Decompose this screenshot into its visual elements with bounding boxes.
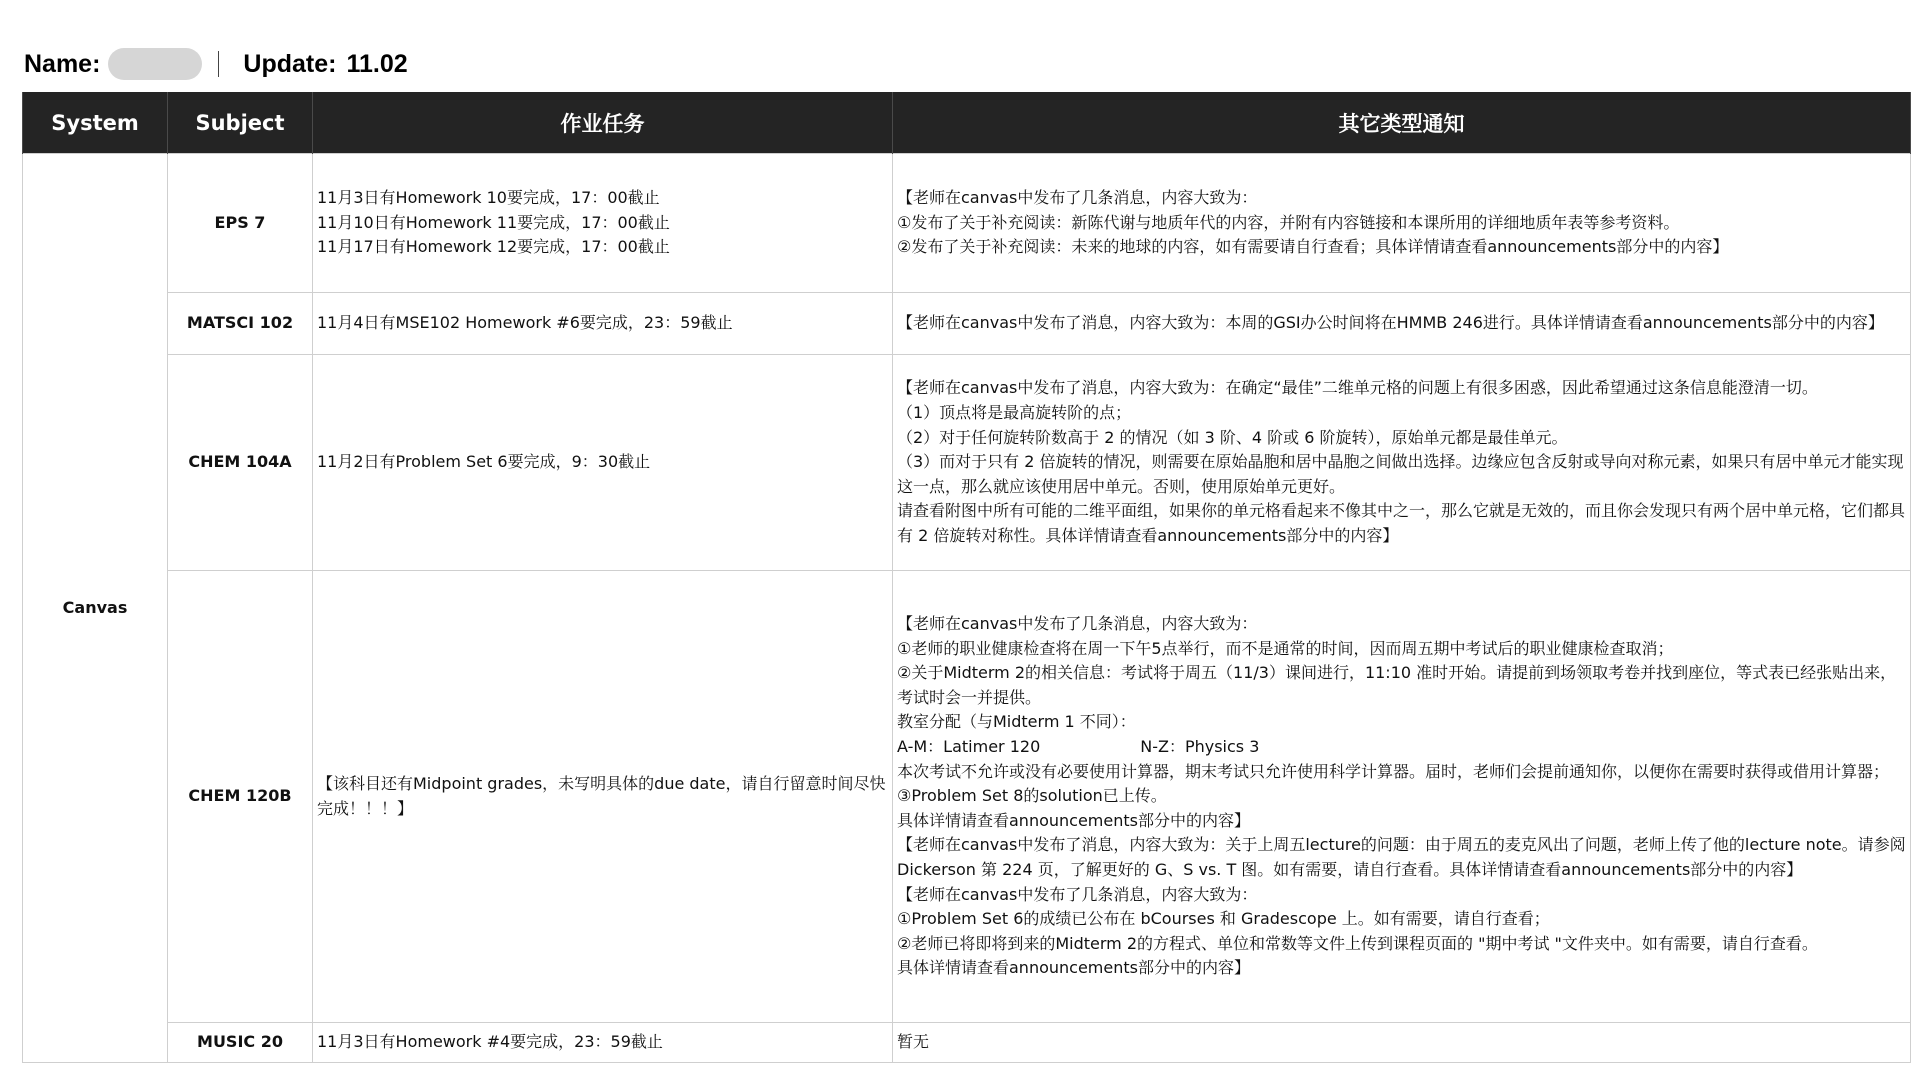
task-line: 11月10日有Homework 11要完成，17：00截止 bbox=[317, 212, 670, 232]
table-row-music20 bbox=[23, 1023, 1911, 1063]
header-bar bbox=[24, 46, 408, 82]
header-divider bbox=[218, 51, 219, 77]
notice-cell bbox=[893, 293, 1911, 355]
task-line: 11月17日有Homework 12要完成，17：00截止 bbox=[317, 237, 670, 257]
notice-line: 本次考试不允许或没有必要使用计算器，期末考试只允许使用科学计算器。届时，老师们会提前通知你，以便你在需要时获得或借用计算器； bbox=[897, 761, 1890, 781]
task-line: 11月4日有MSE102 Homework #6要完成，23：59截止 bbox=[317, 313, 733, 333]
name-label: Name: bbox=[24, 49, 101, 78]
notice-cell bbox=[893, 154, 1911, 293]
notice-line: 具体详情请查看announcements部分中的内容】 bbox=[897, 958, 1250, 978]
classroom-nz: N-Z：Physics 3 bbox=[1140, 737, 1260, 757]
classroom-assignment-line bbox=[897, 735, 1906, 760]
notice-cell bbox=[893, 571, 1911, 1023]
notice-line: 【老师在canvas中发布了消息，内容大致为：在确定“最佳”二维单元格的问题上有很多困惑，因此希望通过这条信息能澄清一切。 bbox=[897, 378, 1818, 398]
subject-cell: MATSCI 102 bbox=[168, 293, 313, 355]
update-value: 11.02 bbox=[346, 49, 408, 78]
notice-line: ①发布了关于补充阅读：新陈代谢与地质年代的内容，并附有内容链接和本课所用的详细地质年表等参考资料。 bbox=[897, 212, 1680, 232]
subject-cell: EPS 7 bbox=[168, 154, 313, 293]
task-cell bbox=[313, 571, 893, 1023]
column-header-system: System bbox=[23, 92, 168, 154]
notice-cell bbox=[893, 355, 1911, 571]
notice-line: 具体详情请查看announcements部分中的内容】 bbox=[897, 810, 1250, 830]
column-header-subject: Subject bbox=[168, 92, 313, 154]
notice-line: ②关于Midterm 2的相关信息：考试将于周五（11/3）课间进行，11:10 准时开始。请提前到场领取考卷并找到座位，等式表已经张贴出来，考试时会一并提供。 bbox=[897, 663, 1897, 707]
table-row-chem120b bbox=[23, 571, 1911, 1023]
name-redacted-field bbox=[108, 48, 202, 80]
table-row-matsci102 bbox=[23, 293, 1911, 355]
update-label: Update: bbox=[243, 49, 337, 78]
notice-line: 【老师在canvas中发布了几条消息，内容大致为： bbox=[897, 188, 1258, 208]
notice-line: ②发布了关于补充阅读：未来的地球的内容，如有需要请自行查看；具体详情请查看announcements部分中的内容】 bbox=[897, 237, 1729, 257]
subject-cell: MUSIC 20 bbox=[168, 1023, 313, 1063]
notice-line: 教室分配（与Midterm 1 不同）： bbox=[897, 712, 1136, 732]
subject-cell: CHEM 104A bbox=[168, 355, 313, 571]
notice-cell bbox=[893, 1023, 1911, 1063]
notice-line: 【老师在canvas中发布了消息，内容大致为：关于上周五lecture的问题：由于周五的麦克风出了问题，老师上传了他的lecture note。请参阅 Dickerson 第 224 页，了解更好的 G、S vs. T 图。如有需要，请自行查看。具体详情请查看announcements部分中的内容】 bbox=[897, 835, 1906, 879]
system-cell: Canvas bbox=[23, 154, 168, 1063]
task-line: 11月3日有Homework 10要完成，17：00截止 bbox=[317, 188, 660, 208]
task-line: 11月2日有Problem Set 6要完成，9：30截止 bbox=[317, 452, 651, 472]
notice-line: （3）而对于只有 2 倍旋转的情况，则需要在原始晶胞和居中晶胞之间做出选择。边缘应包含反射或导向对称元素，如果只有居中单元才能实现这一点，那么就应该使用居中单元。否则，使用原始单元更好。 bbox=[897, 452, 1904, 496]
notice-line: （1）顶点将是最高旋转阶的点； bbox=[897, 403, 1132, 423]
notice-line: ①Problem Set 6的成绩已公布在 bCourses 和 Gradescope 上。如有需要，请自行查看； bbox=[897, 909, 1550, 929]
notice-line: （2）对于任何旋转阶数高于 2 的情况（如 3 阶、4 阶或 6 阶旋转），原始单元都是最佳单元。 bbox=[897, 427, 1568, 447]
task-cell bbox=[313, 1023, 893, 1063]
table-header-row bbox=[23, 92, 1911, 154]
notice-line: ③Problem Set 8的solution已上传。 bbox=[897, 786, 1167, 806]
task-line: 11月3日有Homework #4要完成，23：59截止 bbox=[317, 1032, 663, 1052]
task-cell bbox=[313, 154, 893, 293]
classroom-am: A-M：Latimer 120 bbox=[897, 737, 1041, 757]
table-row-chem104a bbox=[23, 355, 1911, 571]
notice-line: 【老师在canvas中发布了几条消息，内容大致为： bbox=[897, 884, 1258, 904]
notice-line: 请查看附图中所有可能的二维平面组，如果你的单元格看起来不像其中之一，那么它就是无效的，而且你会发现只有两个居中单元格，它们都具有 2 倍旋转对称性。具体详情请查看announcements部分中的内容】 bbox=[897, 501, 1906, 545]
task-cell bbox=[313, 355, 893, 571]
notice-line: 暂无 bbox=[897, 1032, 930, 1052]
task-line: 【该科目还有Midpoint grades，未写明具体的due date，请自行留意时间尽快完成！！！】 bbox=[317, 773, 886, 818]
subject-cell: CHEM 120B bbox=[168, 571, 313, 1023]
column-header-notices: 其它类型通知 bbox=[893, 92, 1911, 154]
table-row-eps7 bbox=[23, 154, 1911, 293]
notice-line: 【老师在canvas中发布了消息，内容大致为：本周的GSI办公时间将在HMMB 246进行。具体详情请查看announcements部分中的内容】 bbox=[897, 313, 1884, 333]
notice-line: ①老师的职业健康检查将在周一下午5点举行，而不是通常的时间，因而周五期中考试后的职业健康检查取消； bbox=[897, 638, 1674, 658]
notice-line: ②老师已将即将到来的Midterm 2的方程式、单位和常数等文件上传到课程页面的 "期中考试 "文件夹中。如有需要，请自行查看。 bbox=[897, 933, 1818, 953]
notice-line: 【老师在canvas中发布了几条消息，内容大致为： bbox=[897, 614, 1258, 634]
assignment-table bbox=[22, 92, 1911, 1063]
task-cell bbox=[313, 293, 893, 355]
column-header-tasks: 作业任务 bbox=[313, 92, 893, 154]
